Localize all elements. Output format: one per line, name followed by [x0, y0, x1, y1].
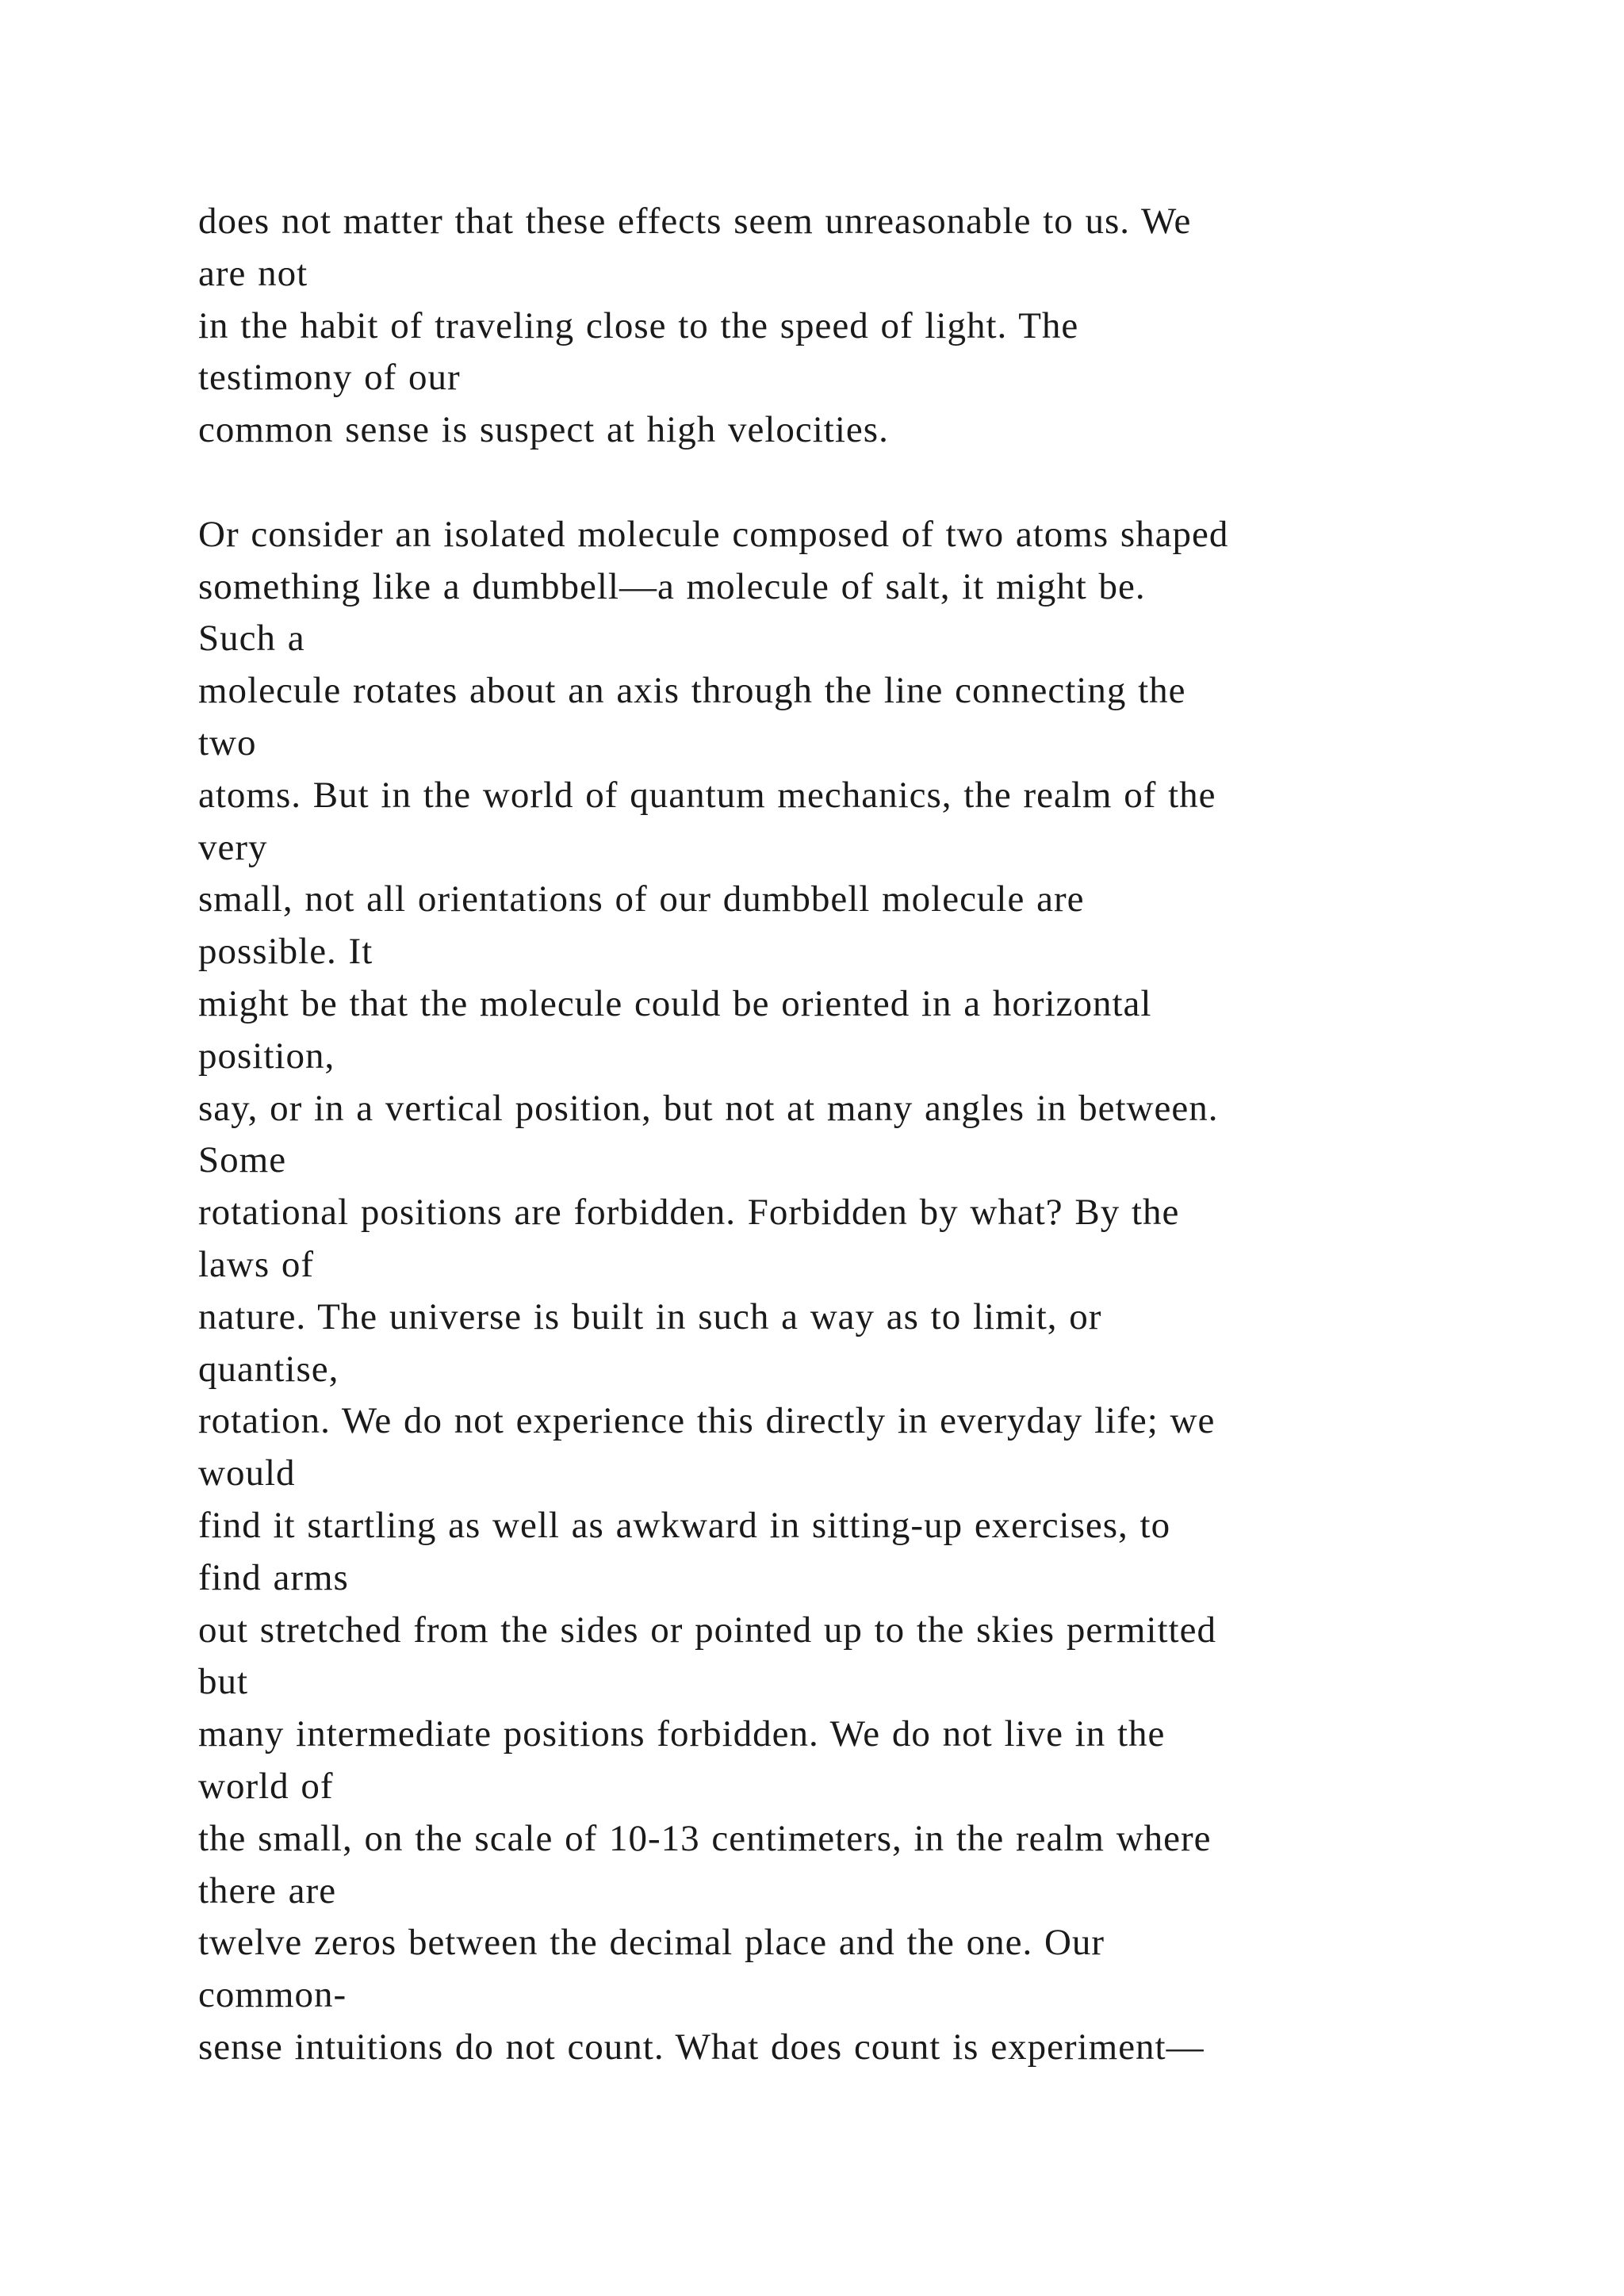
- text-line: Some: [198, 1139, 287, 1181]
- text-line: something like a dumbbell—a molecule of salt, it might be.: [198, 565, 1146, 607]
- text-line: are not: [198, 252, 308, 294]
- text-line: rotation. We do not experience this directly in everyday life; we: [198, 1400, 1216, 1442]
- text-line: would: [198, 1452, 296, 1494]
- text-line: quantise,: [198, 1348, 339, 1390]
- text-line: twelve zeros between the decimal place and the one. Our: [198, 1922, 1105, 1964]
- text-line: testimony of our: [198, 357, 461, 399]
- text-line: might be that the molecule could be oriented in a horizontal: [198, 982, 1152, 1024]
- paragraph-2: [198, 509, 1530, 2074]
- text-line: in the habit of traveling close to the speed of light. The: [198, 304, 1079, 346]
- text-line: common-: [198, 1974, 347, 2016]
- text-line: nature. The universe is built in such a way as to limit, or: [198, 1295, 1102, 1337]
- text-line: world of: [198, 1765, 334, 1807]
- text-line: small, not all orientations of our dumbbell molecule are: [198, 878, 1085, 920]
- text-line: common sense is suspect at high velocities.: [198, 409, 889, 451]
- text-line: there are: [198, 1869, 337, 1911]
- text-line: out stretched from the sides or pointed up to the skies permitted: [198, 1609, 1216, 1651]
- paragraph-gap: [198, 457, 1530, 509]
- text-line: possible. It: [198, 931, 373, 973]
- text-line: the small, on the scale of 10-13 centimeters, in the realm where: [198, 1817, 1212, 1859]
- text-line: does not matter that these effects seem unreasonable to us. We: [198, 201, 1192, 242]
- text-line: very: [198, 826, 268, 868]
- text-line: find arms: [198, 1556, 349, 1598]
- text-line: say, or in a vertical position, but not at many angles in between.: [198, 1087, 1219, 1129]
- paragraph-1: [198, 196, 1530, 457]
- text-line: position,: [198, 1035, 335, 1077]
- text-line: Such a: [198, 618, 305, 660]
- text-line: find it startling as well as awkward in sitting-up exercises, to: [198, 1504, 1171, 1546]
- text-line: rotational positions are forbidden. Forbidden by what? By the: [198, 1192, 1180, 1234]
- text-line: atoms. But in the world of quantum mechanics, the realm of the: [198, 774, 1216, 816]
- text-line: molecule rotates about an axis through the line connecting the: [198, 670, 1186, 712]
- body-text: [198, 196, 1530, 2074]
- text-line: two: [198, 721, 257, 763]
- text-line: sense intuitions do not count. What does count is experiment—: [198, 2026, 1205, 2068]
- text-line: but: [198, 1661, 249, 1703]
- text-line: Or consider an isolated molecule composed of two atoms shaped: [198, 513, 1229, 555]
- text-line: many intermediate positions forbidden. We do not live in the: [198, 1713, 1166, 1755]
- text-line: laws of: [198, 1243, 315, 1285]
